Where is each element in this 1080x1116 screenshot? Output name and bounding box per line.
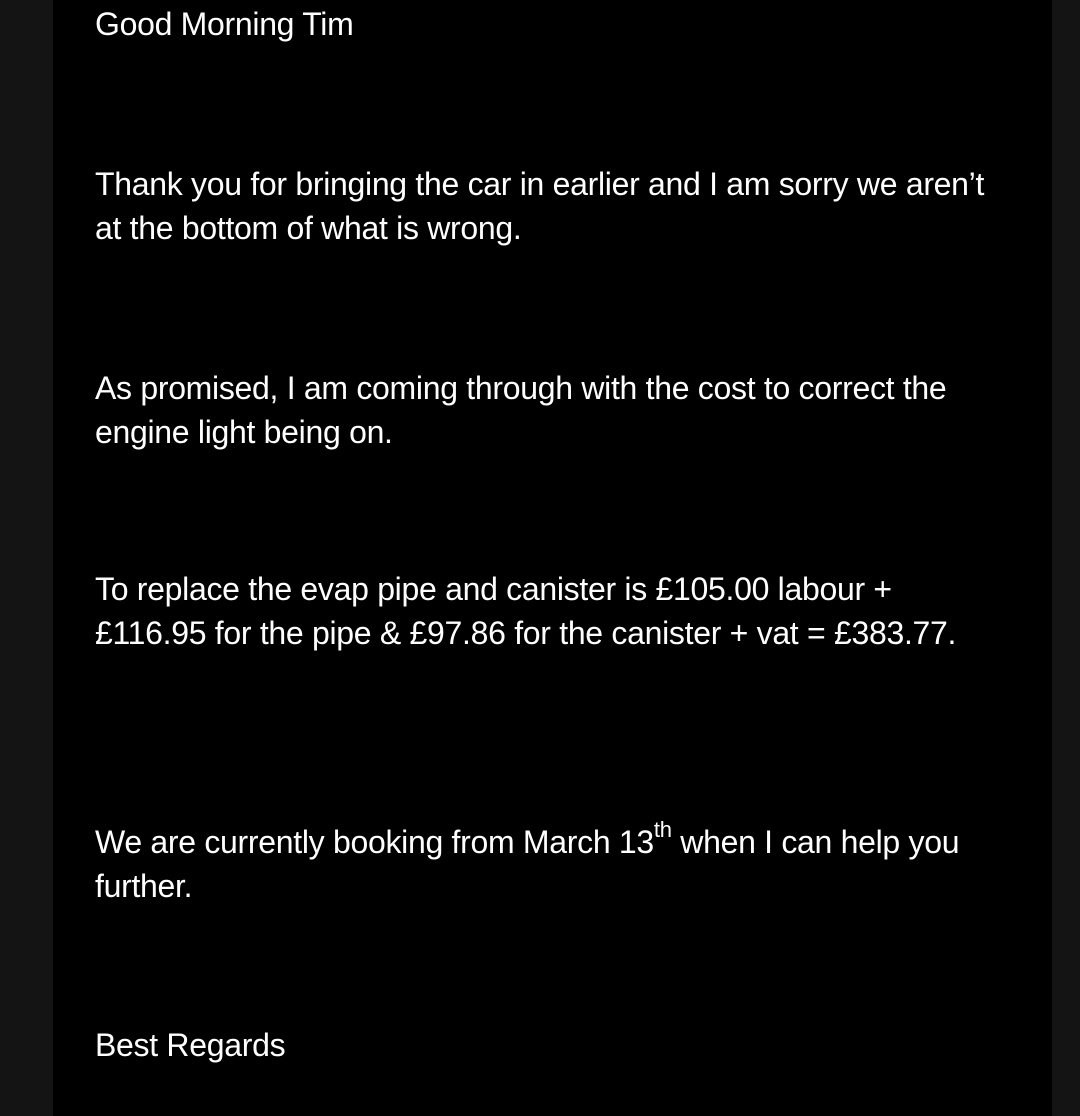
email-body-panel — [53, 0, 1052, 1116]
booking-text-start: We are currently booking from March 13 — [95, 824, 654, 860]
paragraph-cost-intro: As promised, I am coming through with the cost to correct the engine light being on. — [95, 370, 947, 450]
paragraph-quote: To replace the evap pipe and canister is £105.00 labour + £116.95 for the pipe & £97.86 for the canister + vat = £383.77. — [95, 571, 957, 651]
greeting: Good Morning Tim — [95, 6, 354, 42]
ordinal-suffix: th — [653, 817, 672, 843]
booking-text-end: when I can help you further. — [95, 824, 960, 904]
paragraph-thanks: Thank you for bringing the car in earlier and I am sorry we aren’t at the bottom of what is wrong. — [95, 166, 985, 246]
paragraph-booking — [95, 817, 995, 908]
signoff: Best Regards — [95, 1027, 286, 1063]
